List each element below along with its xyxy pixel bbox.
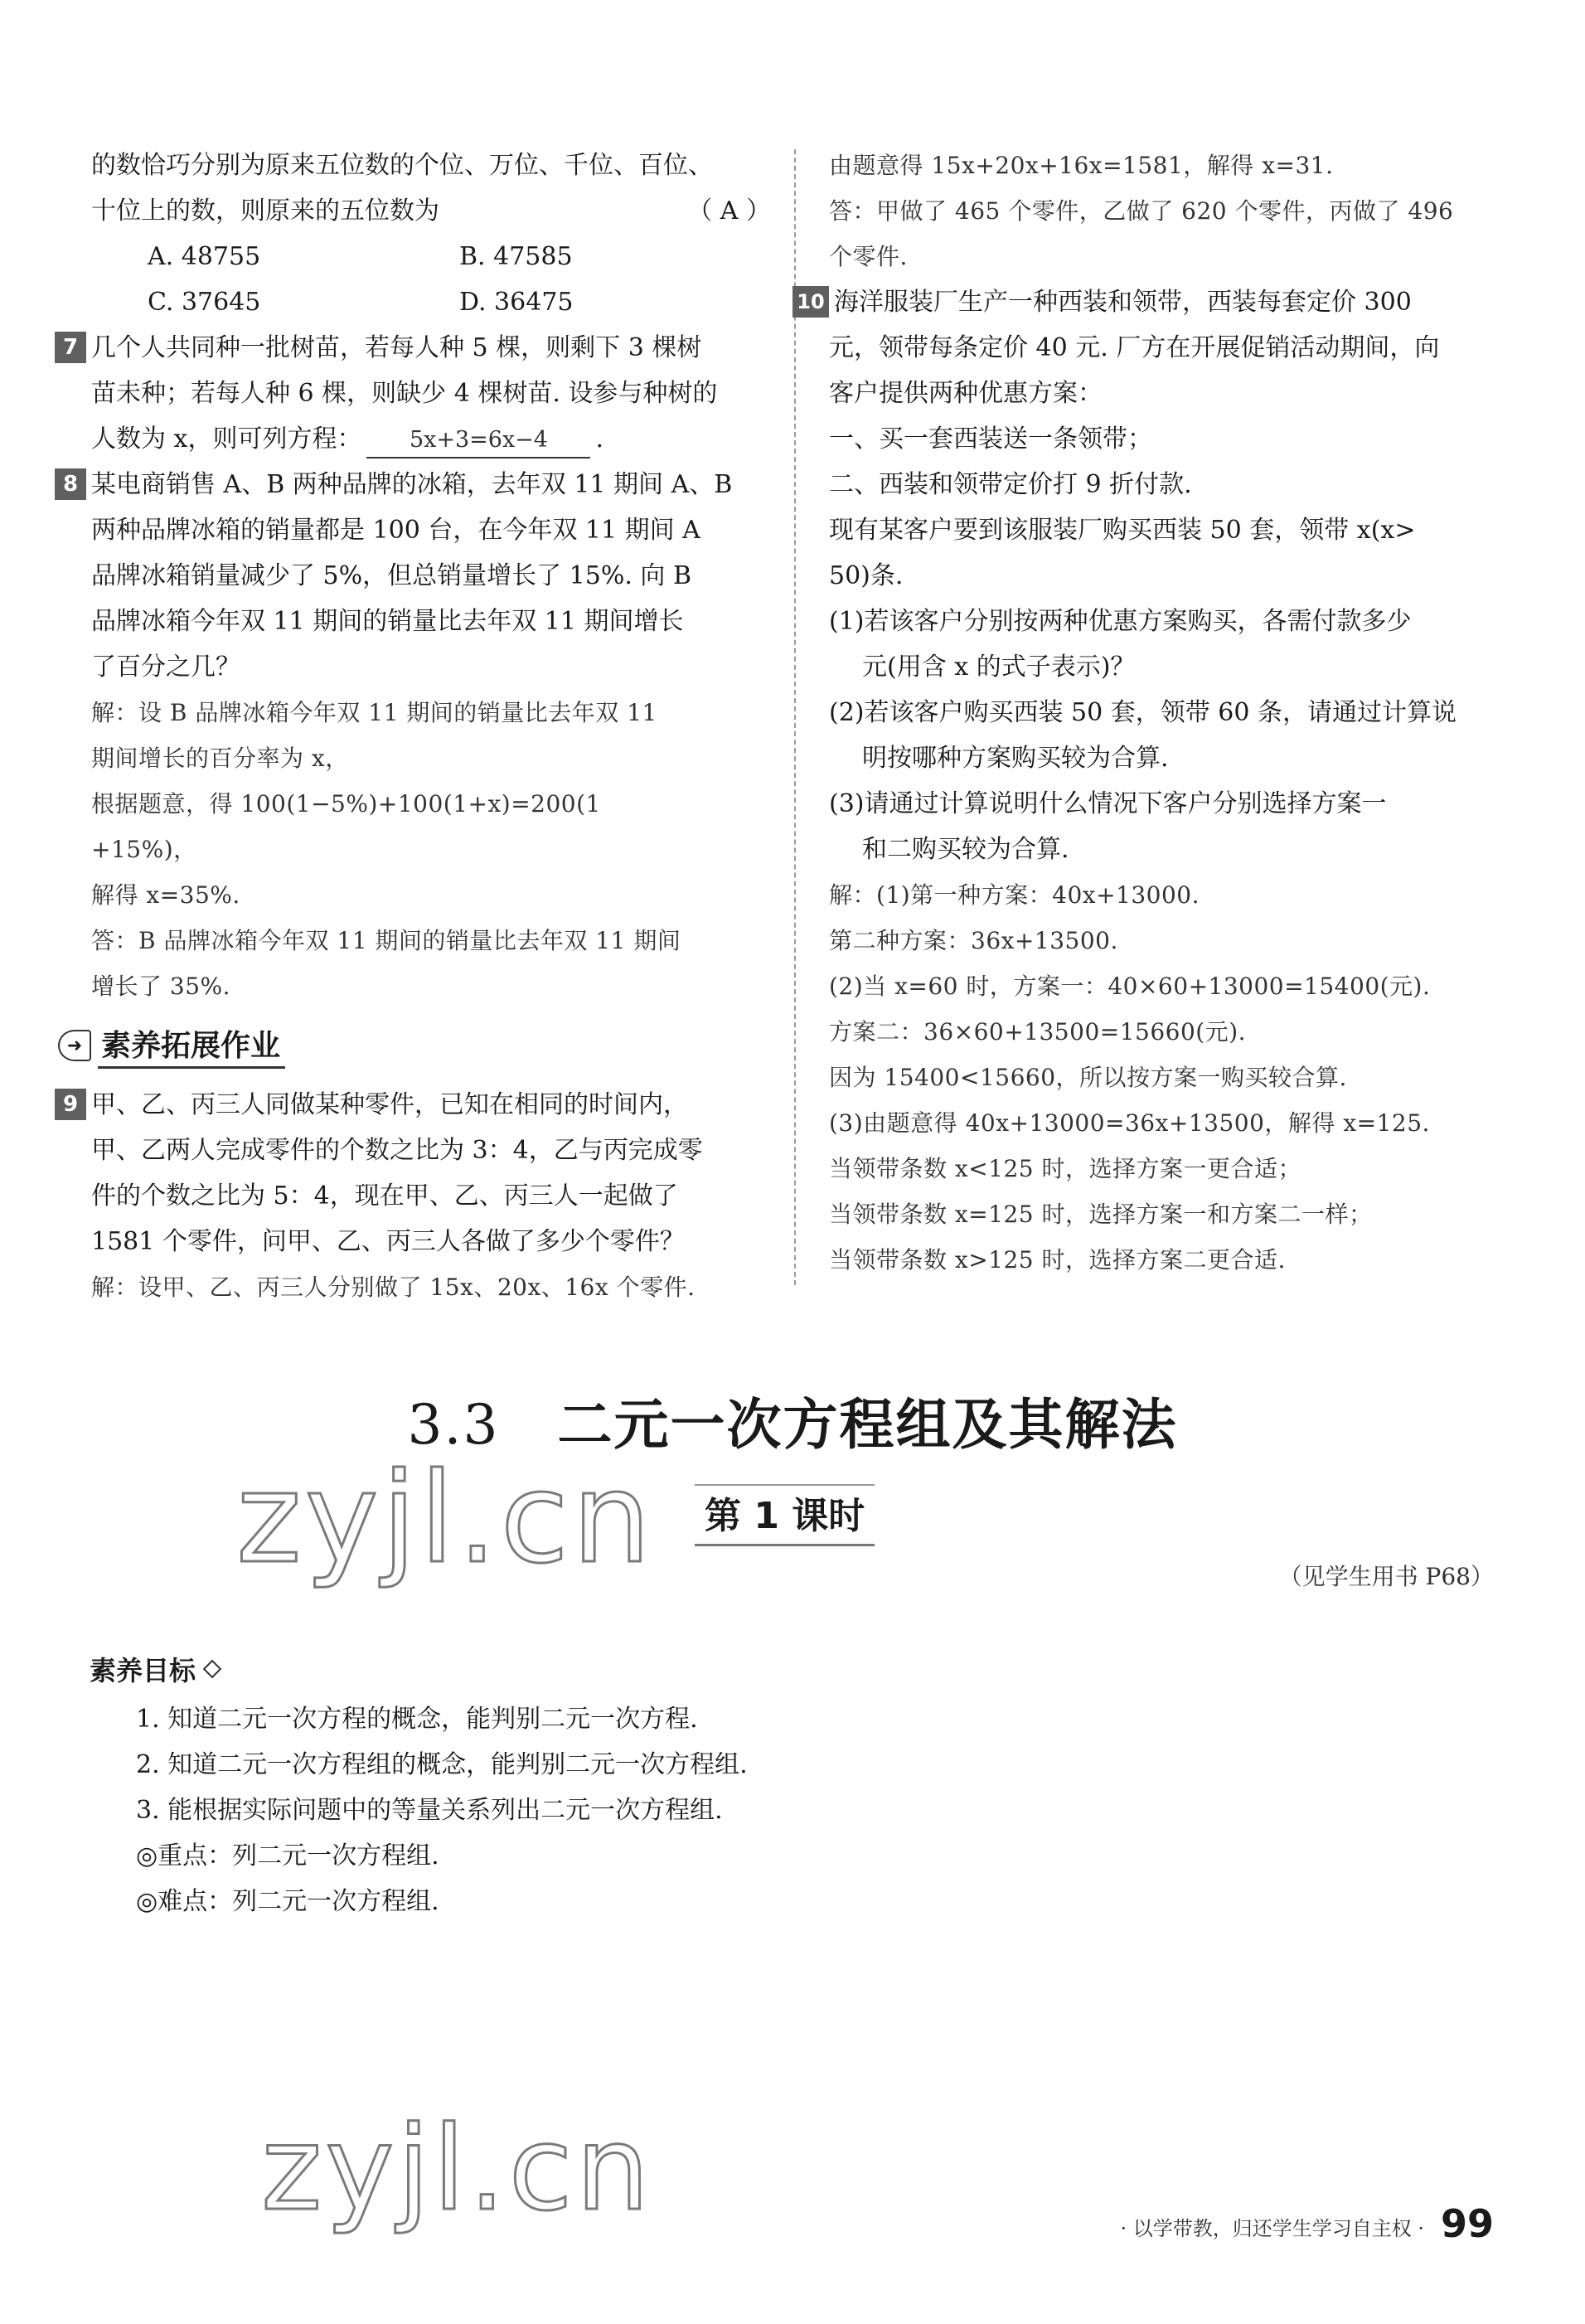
q7-text-1: 几个人共同种一批树苗，若每人种 5 棵，则剩下 3 棵树 <box>91 333 702 362</box>
q7-number-badge: 7 <box>55 332 86 363</box>
page-footer <box>1120 2201 1494 2246</box>
q8-text-1: 某电商销售 A、B 两种品牌的冰箱，去年双 11 期间 A、B <box>91 470 733 499</box>
q8-number-badge: 8 <box>55 468 86 500</box>
q8-line-3: 品牌冰箱销量减少了 5%，但总销量增长了 15%. 向 B <box>91 561 691 590</box>
page-number: 99 <box>1440 2201 1494 2246</box>
section-title: 素养拓展作业 <box>98 1022 285 1069</box>
q8-solution-1: 解：设 B 品牌冰箱今年双 11 期间的销量比去年双 11 <box>91 699 657 726</box>
q10-sub3-line-1: (3)请通过计算说明什么情况下客户分别选择方案一 <box>829 789 1387 818</box>
goals-section <box>90 1650 748 1924</box>
q10-solution-8: 当领带条数 x=125 时，选择方案一和方案二一样； <box>829 1201 1373 1228</box>
q7-line-2: 苗未种；若每人种 6 棵，则缺少 4 棵树苗. 设参与种树的 <box>91 379 718 408</box>
lesson-label: 第 1 课时 <box>695 1484 875 1546</box>
q9-solution-1: 解：设甲、乙、丙三人分别做了 15x、20x、16x 个零件. <box>91 1274 696 1301</box>
q8-line-4: 品牌冰箱今年双 11 期间的销量比去年双 11 期间增长 <box>91 607 684 636</box>
goals-title <box>90 1650 748 1688</box>
q6-line-2-text: 十位上的数，则原来的五位数为 <box>91 196 439 226</box>
goal-item: 3. 能根据实际问题中的等量关系列出二元一次方程组. <box>136 1796 723 1825</box>
goals-title-text: 素养目标 <box>90 1655 196 1686</box>
q8-solution-3: 根据题意，得 100(1−5%)+100(1+x)=200(1 <box>91 790 601 818</box>
q6-option-b: B. 47585 <box>459 242 573 271</box>
q8-line-2: 两种品牌冰箱的销量都是 100 台，在今年双 11 期间 A <box>91 516 700 545</box>
q8-solution-5: 解得 x=35%. <box>91 881 240 909</box>
q9-cont-3: 个零件. <box>829 243 908 270</box>
q10-sub2-line-2: 明按哪种方案购买较为合算. <box>862 744 1169 773</box>
left-column <box>62 143 771 1310</box>
section-header <box>58 1022 771 1069</box>
q10-solution-3: (2)当 x=60 时，方案一：40×60+13000=15400(元). <box>829 973 1431 1000</box>
q10-sub3-line-2: 和二购买较为合算. <box>862 835 1069 864</box>
q6-option-a: A. 48755 <box>148 242 261 271</box>
q8-line-5: 了百分之几？ <box>91 653 240 682</box>
q10-sub2-line-1: (2)若该客户购买西装 50 套，领带 60 条，请通过计算说 <box>829 698 1457 727</box>
q7-text-3: 人数为 x，则可列方程： <box>91 425 362 454</box>
q9-line-3: 件的个数之比为 5：4，现在甲、乙、丙三人一起做了 <box>91 1181 678 1211</box>
q7-text-3-end: . <box>595 425 604 454</box>
q10-solution-2: 第二种方案：36x+13500. <box>829 927 1118 954</box>
q9-line-1 <box>55 1082 771 1128</box>
q10-line-6: 现有某客户要到该服装厂购买西装 50 套，领带 x(x> <box>829 516 1416 545</box>
q8-solution-7: 增长了 35%. <box>91 973 231 1000</box>
book-reference: （见学生用书 P68） <box>1278 1563 1494 1590</box>
q7-fill-answer: 5x+3=6x−4 <box>366 424 590 458</box>
footer-slogan: · 以学带教，归还学生学习自主权 · <box>1120 2217 1424 2240</box>
q10-line-5: 二、西装和领带定价打 9 折付款. <box>829 470 1192 499</box>
q8-solution-2: 期间增长的百分率为 x， <box>91 745 349 772</box>
q8-line-1 <box>55 462 771 507</box>
q9-text-1: 甲、乙、丙三人同做某种零件，已知在相同的时间内， <box>91 1090 688 1119</box>
q6-options-row-1 <box>91 234 771 279</box>
right-column <box>797 143 1517 1283</box>
watermark-top: zyjl.cn <box>236 1447 655 1591</box>
section-number: 3.3 <box>407 1393 500 1457</box>
q10-solution-7: 当领带条数 x<125 时，选择方案一更合适； <box>829 1155 1301 1182</box>
q10-solution-5: 因为 15400<15660，所以按方案一购买较合算. <box>829 1064 1347 1091</box>
q9-cont-1: 由题意得 15x+20x+16x=1581，解得 x=31. <box>829 152 1334 179</box>
q10-line-7: 50)条. <box>829 561 904 590</box>
diamond-icon <box>203 1660 222 1679</box>
q8-solution-4: +15%)， <box>91 836 197 863</box>
q10-solution-4: 方案二：36×60+13500=15660(元). <box>829 1018 1247 1046</box>
q10-number-badge: 10 <box>792 286 829 318</box>
q8-solution-6: 答：B 品牌冰箱今年双 11 期间的销量比去年双 11 期间 <box>91 927 681 954</box>
q10-line-1 <box>792 279 1517 325</box>
q6-line-1: 的数恰巧分别为原来五位数的个位、万位、千位、百位、 <box>91 151 713 180</box>
arrow-icon: ➜ <box>58 1030 91 1061</box>
goal-item: ◎难点：列二元一次方程组. <box>136 1887 439 1916</box>
q6-option-d: D. 36475 <box>459 288 574 317</box>
q9-line-4: 1581 个零件，问甲、乙、丙三人各做了多少个零件？ <box>91 1227 685 1256</box>
q10-solution-6: (3)由题意得 40x+13000=36x+13500，解得 x=125. <box>829 1109 1430 1137</box>
q9-number-badge: 9 <box>55 1089 86 1120</box>
q10-sub1-line-2: 元(用含 x 的式子表示)？ <box>862 653 1136 682</box>
q10-line-4: 一、买一套西装送一条领带； <box>829 425 1152 454</box>
q10-sub1-line-1: (1)若该客户分别按两种优惠方案购买，各需付款多少 <box>829 607 1412 636</box>
q10-solution-9: 当领带条数 x>125 时，选择方案二更合适. <box>829 1246 1286 1274</box>
goal-item: 2. 知道二元一次方程组的概念，能判别二元一次方程组. <box>136 1750 748 1779</box>
q10-line-2: 元，领带每条定价 40 元. 厂方在开展促销活动期间，向 <box>829 333 1440 362</box>
watermark-bottom: zyjl.cn <box>261 2102 653 2237</box>
goal-item: ◎重点：列二元一次方程组. <box>136 1841 439 1870</box>
goal-item: 1. 知道二元一次方程的概念，能判别二元一次方程. <box>136 1705 698 1734</box>
q6-option-c: C. 37645 <box>148 288 261 317</box>
q6-options-row-2 <box>91 279 771 325</box>
q7-line-1 <box>55 325 771 371</box>
q10-line-3: 客户提供两种优惠方案： <box>829 379 1103 408</box>
q10-text-1: 海洋服装厂生产一种西装和领带，西装每套定价 300 <box>834 288 1412 317</box>
q6-line-2 <box>91 188 771 234</box>
q6-answer: （ A ） <box>687 196 771 226</box>
section-heading-title: 二元一次方程组及其解法 <box>557 1392 1178 1457</box>
q9-line-2: 甲、乙两人完成零件的个数之比为 3：4，乙与丙完成零 <box>91 1136 703 1165</box>
q9-cont-2: 答：甲做了 465 个零件，乙做了 620 个零件，丙做了 496 <box>829 197 1454 225</box>
q7-line-3 <box>91 416 771 462</box>
q10-solution-1: 解：(1)第一种方案：40x+13000. <box>829 881 1200 909</box>
